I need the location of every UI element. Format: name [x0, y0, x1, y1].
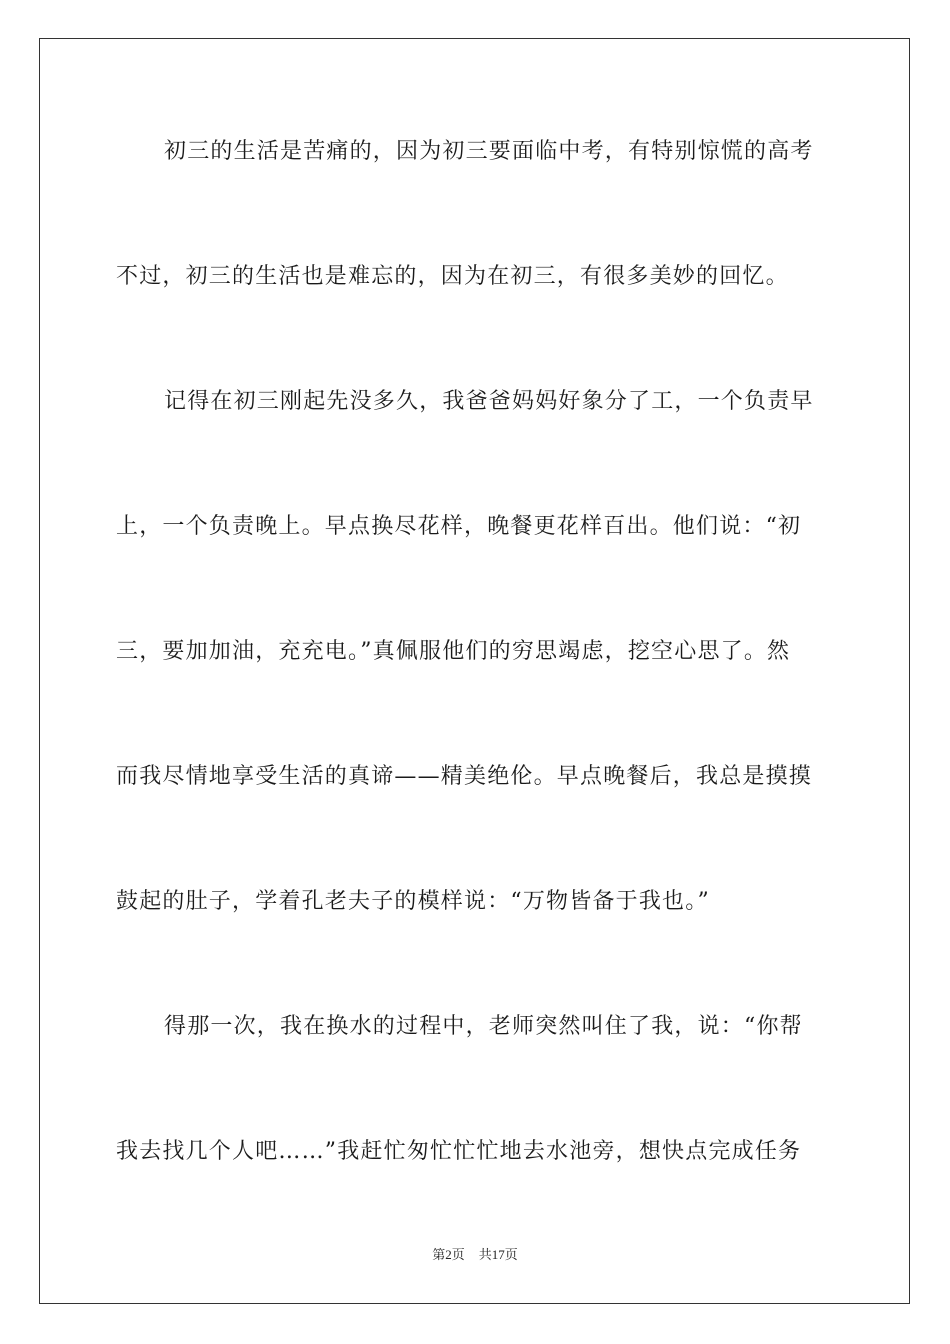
page-footer [0, 1246, 950, 1264]
paragraph-2-line-2: 上，一个负责晚上。早点换尽花样，晚餐更花样百出。他们说：“初 [116, 514, 802, 539]
paragraph-3-line-1: 得那一次，我在换水的过程中，老师突然叫住了我，说：“你帮 [164, 1014, 803, 1039]
page-number: 第2页 [432, 1247, 465, 1262]
paragraph-1-line-2: 不过，初三的生活也是难忘的，因为在初三，有很多美妙的回忆。 [116, 264, 789, 289]
paragraph-2-line-4: 而我尽情地享受生活的真谛——精美绝伦。早点晚餐后，我总是摸摸 [116, 764, 813, 789]
paragraph-2-line-5: 鼓起的肚子，学着孔老夫子的模样说：“万物皆备于我也。” [116, 889, 710, 914]
paragraph-2-line-3: 三，要加加油，充充电。”真佩服他们的穷思竭虑，挖空心思了。然 [116, 639, 791, 664]
page-border [39, 38, 910, 1304]
paragraph-2-line-1: 记得在初三刚起先没多久，我爸爸妈妈好象分了工，一个负责早 [164, 389, 814, 414]
page-total: 共17页 [478, 1247, 518, 1262]
paragraph-3-line-2: 我去找几个人吧……”我赶忙匆忙忙忙地去水池旁，想快点完成任务 [116, 1139, 802, 1164]
paragraph-1-line-1: 初三的生活是苦痛的，因为初三要面临中考，有特别惊慌的高考 [164, 139, 814, 164]
